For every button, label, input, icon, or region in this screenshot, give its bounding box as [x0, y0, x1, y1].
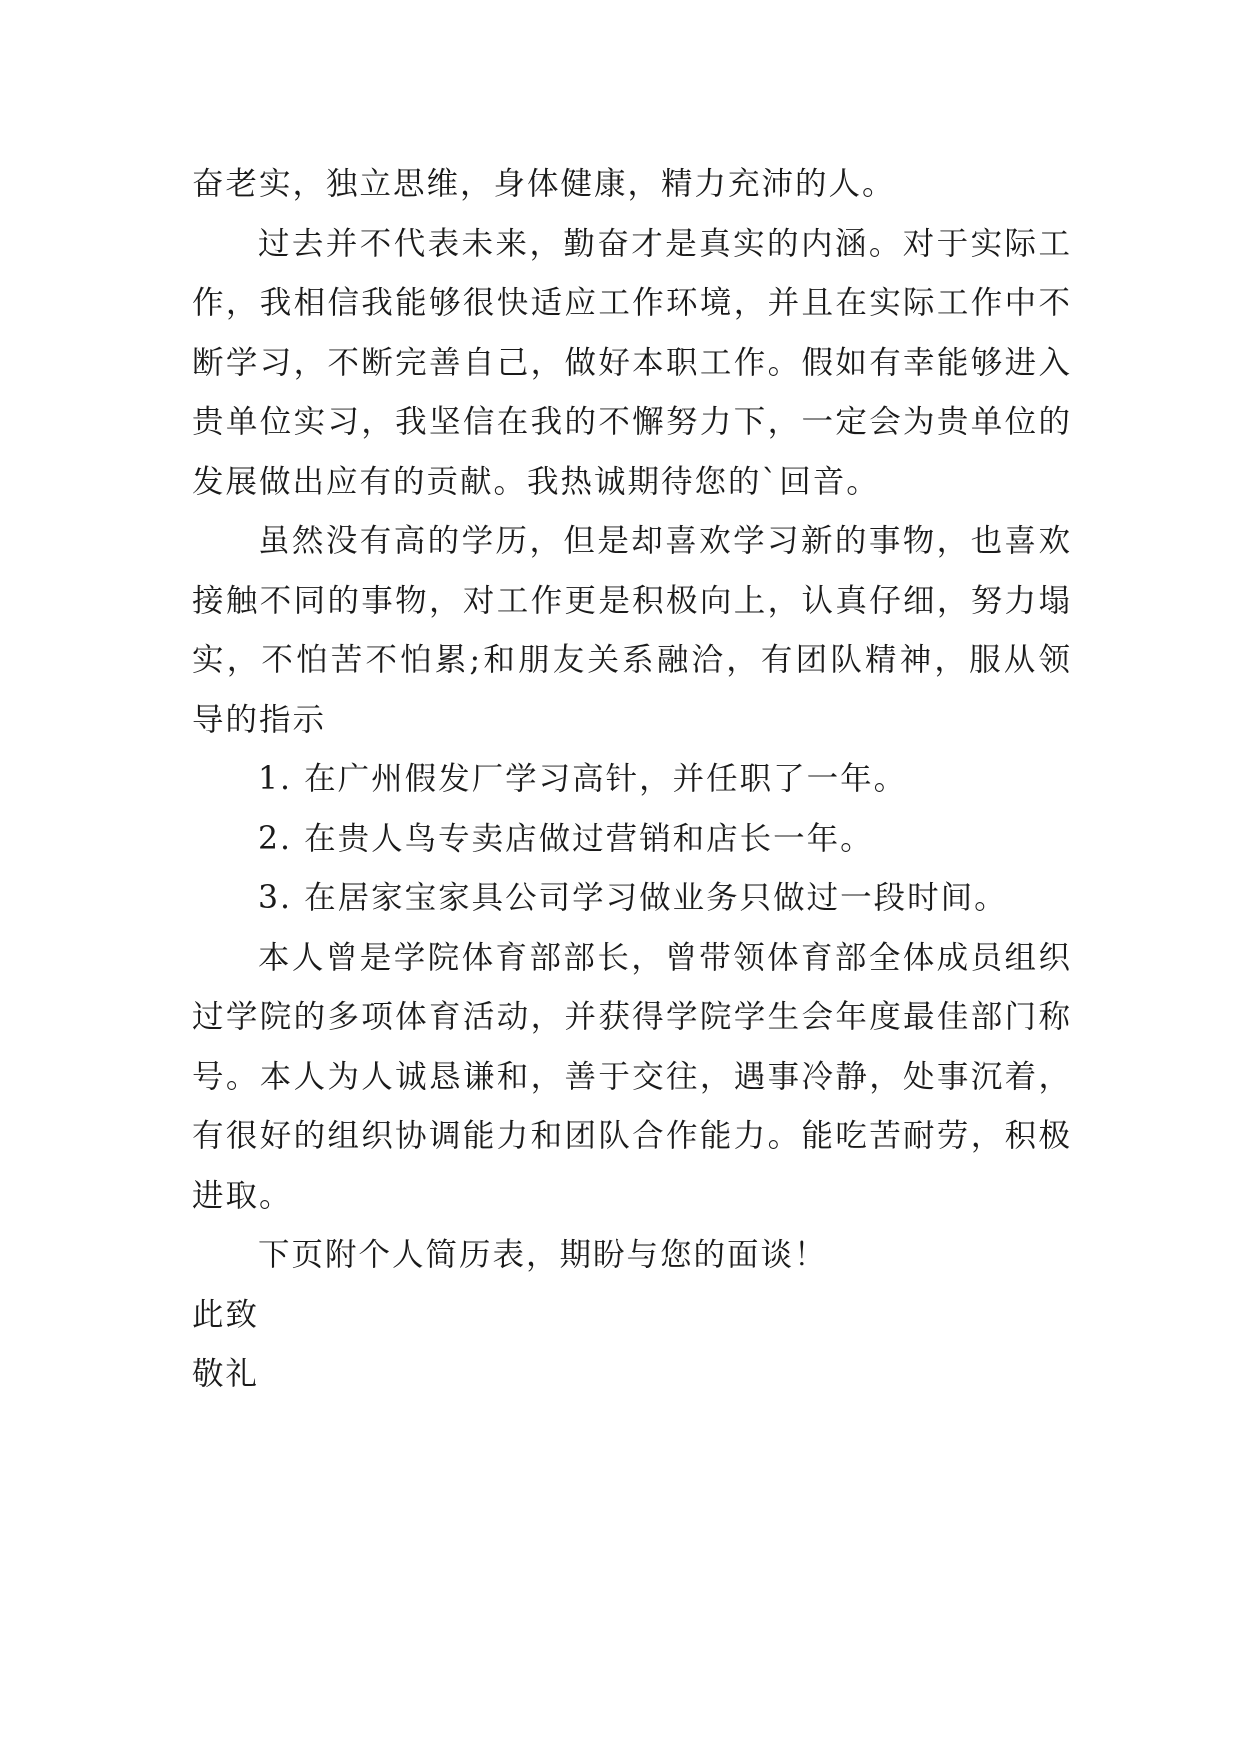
- paragraph-self-description: 虽然没有高的学历，但是却喜欢学习新的事物，也喜欢接触不同的事物，对工作更是积极向上，认真仔细，努力塌实，不怕苦不怕累;和朋友关系融洽，有团队精神，服从领导的指示: [192, 523, 1072, 738]
- paragraph-opening-fragment: 奋老实，独立思维，身体健康，精力充沛的人。: [192, 166, 896, 202]
- experience-item-3: 3. 在居家宝家具公司学习做业务只做过一段时间。: [258, 880, 1008, 916]
- experience-item-2: 2. 在贵人鸟专卖店做过营销和店长一年。: [258, 820, 874, 857]
- paragraph-sports-department: 本人曾是学院体育部部长，曾带领体育部全体成员组织过学院的多项体育活动，并获得学院学生会年度最佳部门称号。本人为人诚恳谦和，善于交往，遇事冷静，处事沉着，有很好的组织协调能力和团队合作能力。能吃苦耐劳，积极进取。: [192, 939, 1072, 1214]
- paragraph-resume-note: 下页附个人简历表，期盼与您的面谈！: [258, 1237, 828, 1273]
- letter-body: [192, 155, 1072, 1405]
- experience-item-1: 1. 在广州假发厂学习高针，并任职了一年。: [258, 761, 908, 797]
- closing-salutation-line1: 此致: [192, 1296, 260, 1333]
- paragraph-future-outlook: 过去并不代表未来，勤奋才是真实的内涵。对于实际工作，我相信我能够很快适应工作环境，并且在实际工作中不断学习，不断完善自己，做好本职工作。假如有幸能够进入贵单位实习，我坚信在我的不懈努力下，一定会为贵单位的发展做出应有的贡献。我热诚期待您的`回音。: [192, 225, 1072, 500]
- closing-salutation-line2: 敬礼: [192, 1356, 260, 1392]
